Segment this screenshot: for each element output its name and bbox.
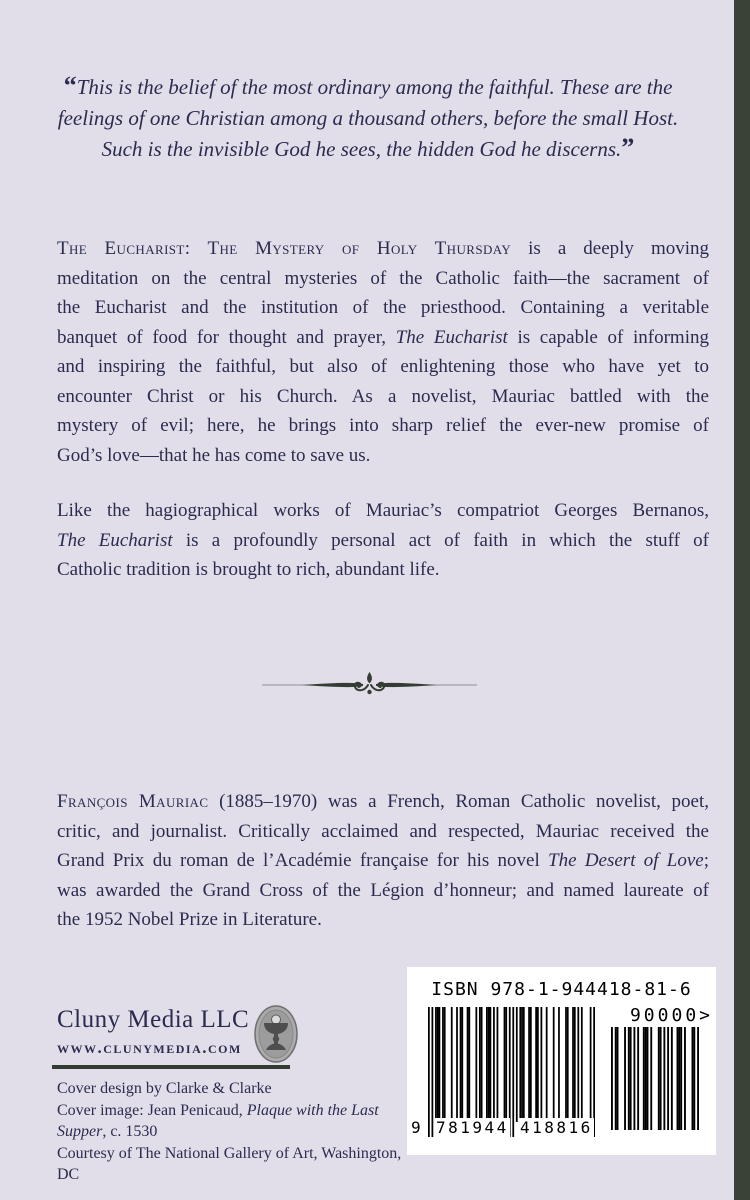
credits-block: Cover design by Clarke & Clarke Cover image: Jean Penicaud, Plaque with the Last Supper, c. 1530 Courtesy of The National Gallery of Art, Washington, DC (57, 1080, 402, 1183)
supplement-code-label: 90000> (629, 1005, 713, 1026)
spine-strip (734, 0, 750, 1200)
isbn-number-label: ISBN 978-1-944418-81-6 (431, 979, 692, 1000)
fleuron-divider-icon (262, 670, 477, 698)
ean5-supplement-barcode (611, 1027, 699, 1130)
author-bio: François Mauriac (1885–1970) was a French, Roman Catholic novelist, poet, critic, and journalist. Critically acclaimed and respected, Mauriac received the Grand Prix du roman de l’Académie française for his novel The Desert of Love; was awarded the Grand Cross of the Légion d’honneur; and named laureate of the 1952 Nobel Prize in Literature. (57, 791, 710, 930)
pull-quote: “This is the belief of the most ordinary among the faithful. These are the feelings of one Christian among a thousand others, before the small Host. Such is the invisible God he sees, the hidden God he discerns.” (57, 71, 679, 162)
barcode-digits-right: 418816 (520, 1118, 593, 1137)
publisher-divider-rule (52, 1065, 290, 1069)
barcode-digit-lead: 9 (411, 1118, 424, 1137)
isbn-barcode-panel (407, 967, 716, 1155)
chalice-emblem-icon (254, 1005, 298, 1063)
publisher-name: Cluny Media LLC (57, 1006, 250, 1033)
publisher-website: www.clunymedia.com (57, 1038, 242, 1057)
synopsis-paragraph-1: The Eucharist: The Mystery of Holy Thursday is a deeply moving meditation on the central mysteries of the Catholic faith—the sacrament of the Eucharist and the institution of the priesthood. Containing a veritable banquet of food for thought and prayer, The Eucharist is capable of informing and inspiring the faithful, but also of enlightening those who have yet to encounter Christ or his Church. As a novelist, Mauriac battled with the mystery of evil; here, he brings into sharp relief the ever-new promise of God’s love—that he has come to save us. (57, 238, 709, 466)
barcode-digits-left: 781944 (436, 1118, 509, 1137)
synopsis-paragraph-2: Like the hagiographical works of Mauriac’s compatriot Georges Bernanos, The Eucharist is a profoundly personal act of faith in which the stuff of Catholic tradition is brought to rich, abundant life. (57, 500, 709, 580)
